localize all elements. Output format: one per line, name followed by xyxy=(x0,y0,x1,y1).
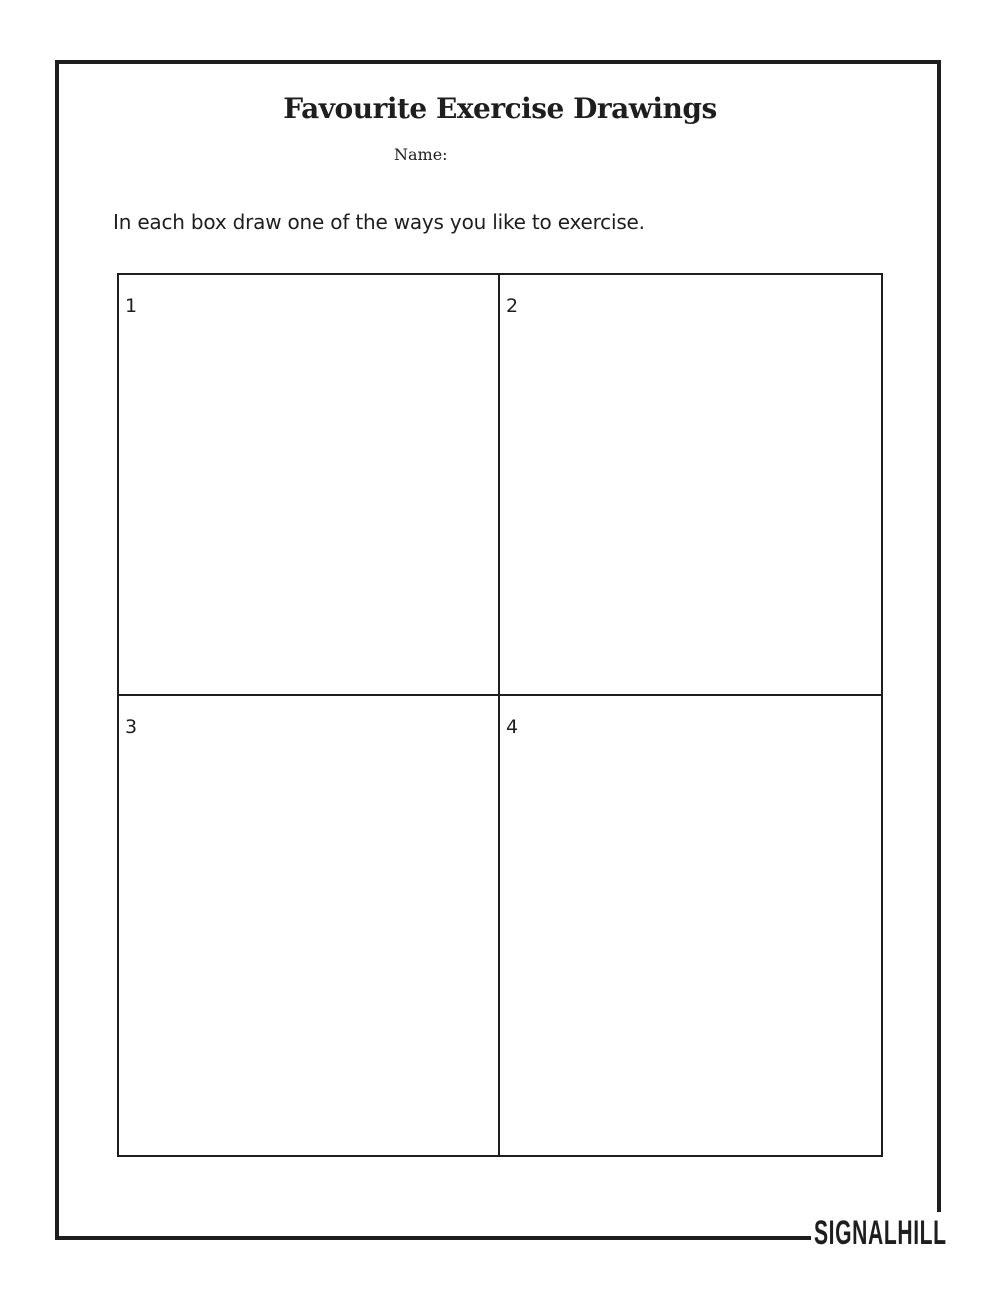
worksheet-title: Favourite Exercise Drawings xyxy=(283,92,717,125)
drawing-box-2[interactable] xyxy=(500,275,881,696)
signalhill-logo xyxy=(812,1212,962,1264)
instruction-text: In each box draw one of the ways you like to exercise. xyxy=(113,210,645,234)
page-border-top xyxy=(55,60,941,64)
name-field-label[interactable]: Name: xyxy=(394,145,448,164)
drawing-box-4[interactable] xyxy=(500,696,881,1155)
page-border-right xyxy=(937,60,941,1212)
box-number: 1 xyxy=(125,295,138,317)
logo-wordmark: SIGNALHILL xyxy=(814,1214,947,1252)
drawing-box-1[interactable] xyxy=(119,275,500,696)
box-number: 4 xyxy=(506,716,519,738)
box-number: 3 xyxy=(125,716,138,738)
drawing-box-3[interactable] xyxy=(119,696,500,1155)
box-number: 2 xyxy=(506,295,519,317)
drawing-grid xyxy=(117,273,883,1157)
page-border-bottom xyxy=(55,1236,811,1240)
page-border-left xyxy=(55,60,59,1240)
